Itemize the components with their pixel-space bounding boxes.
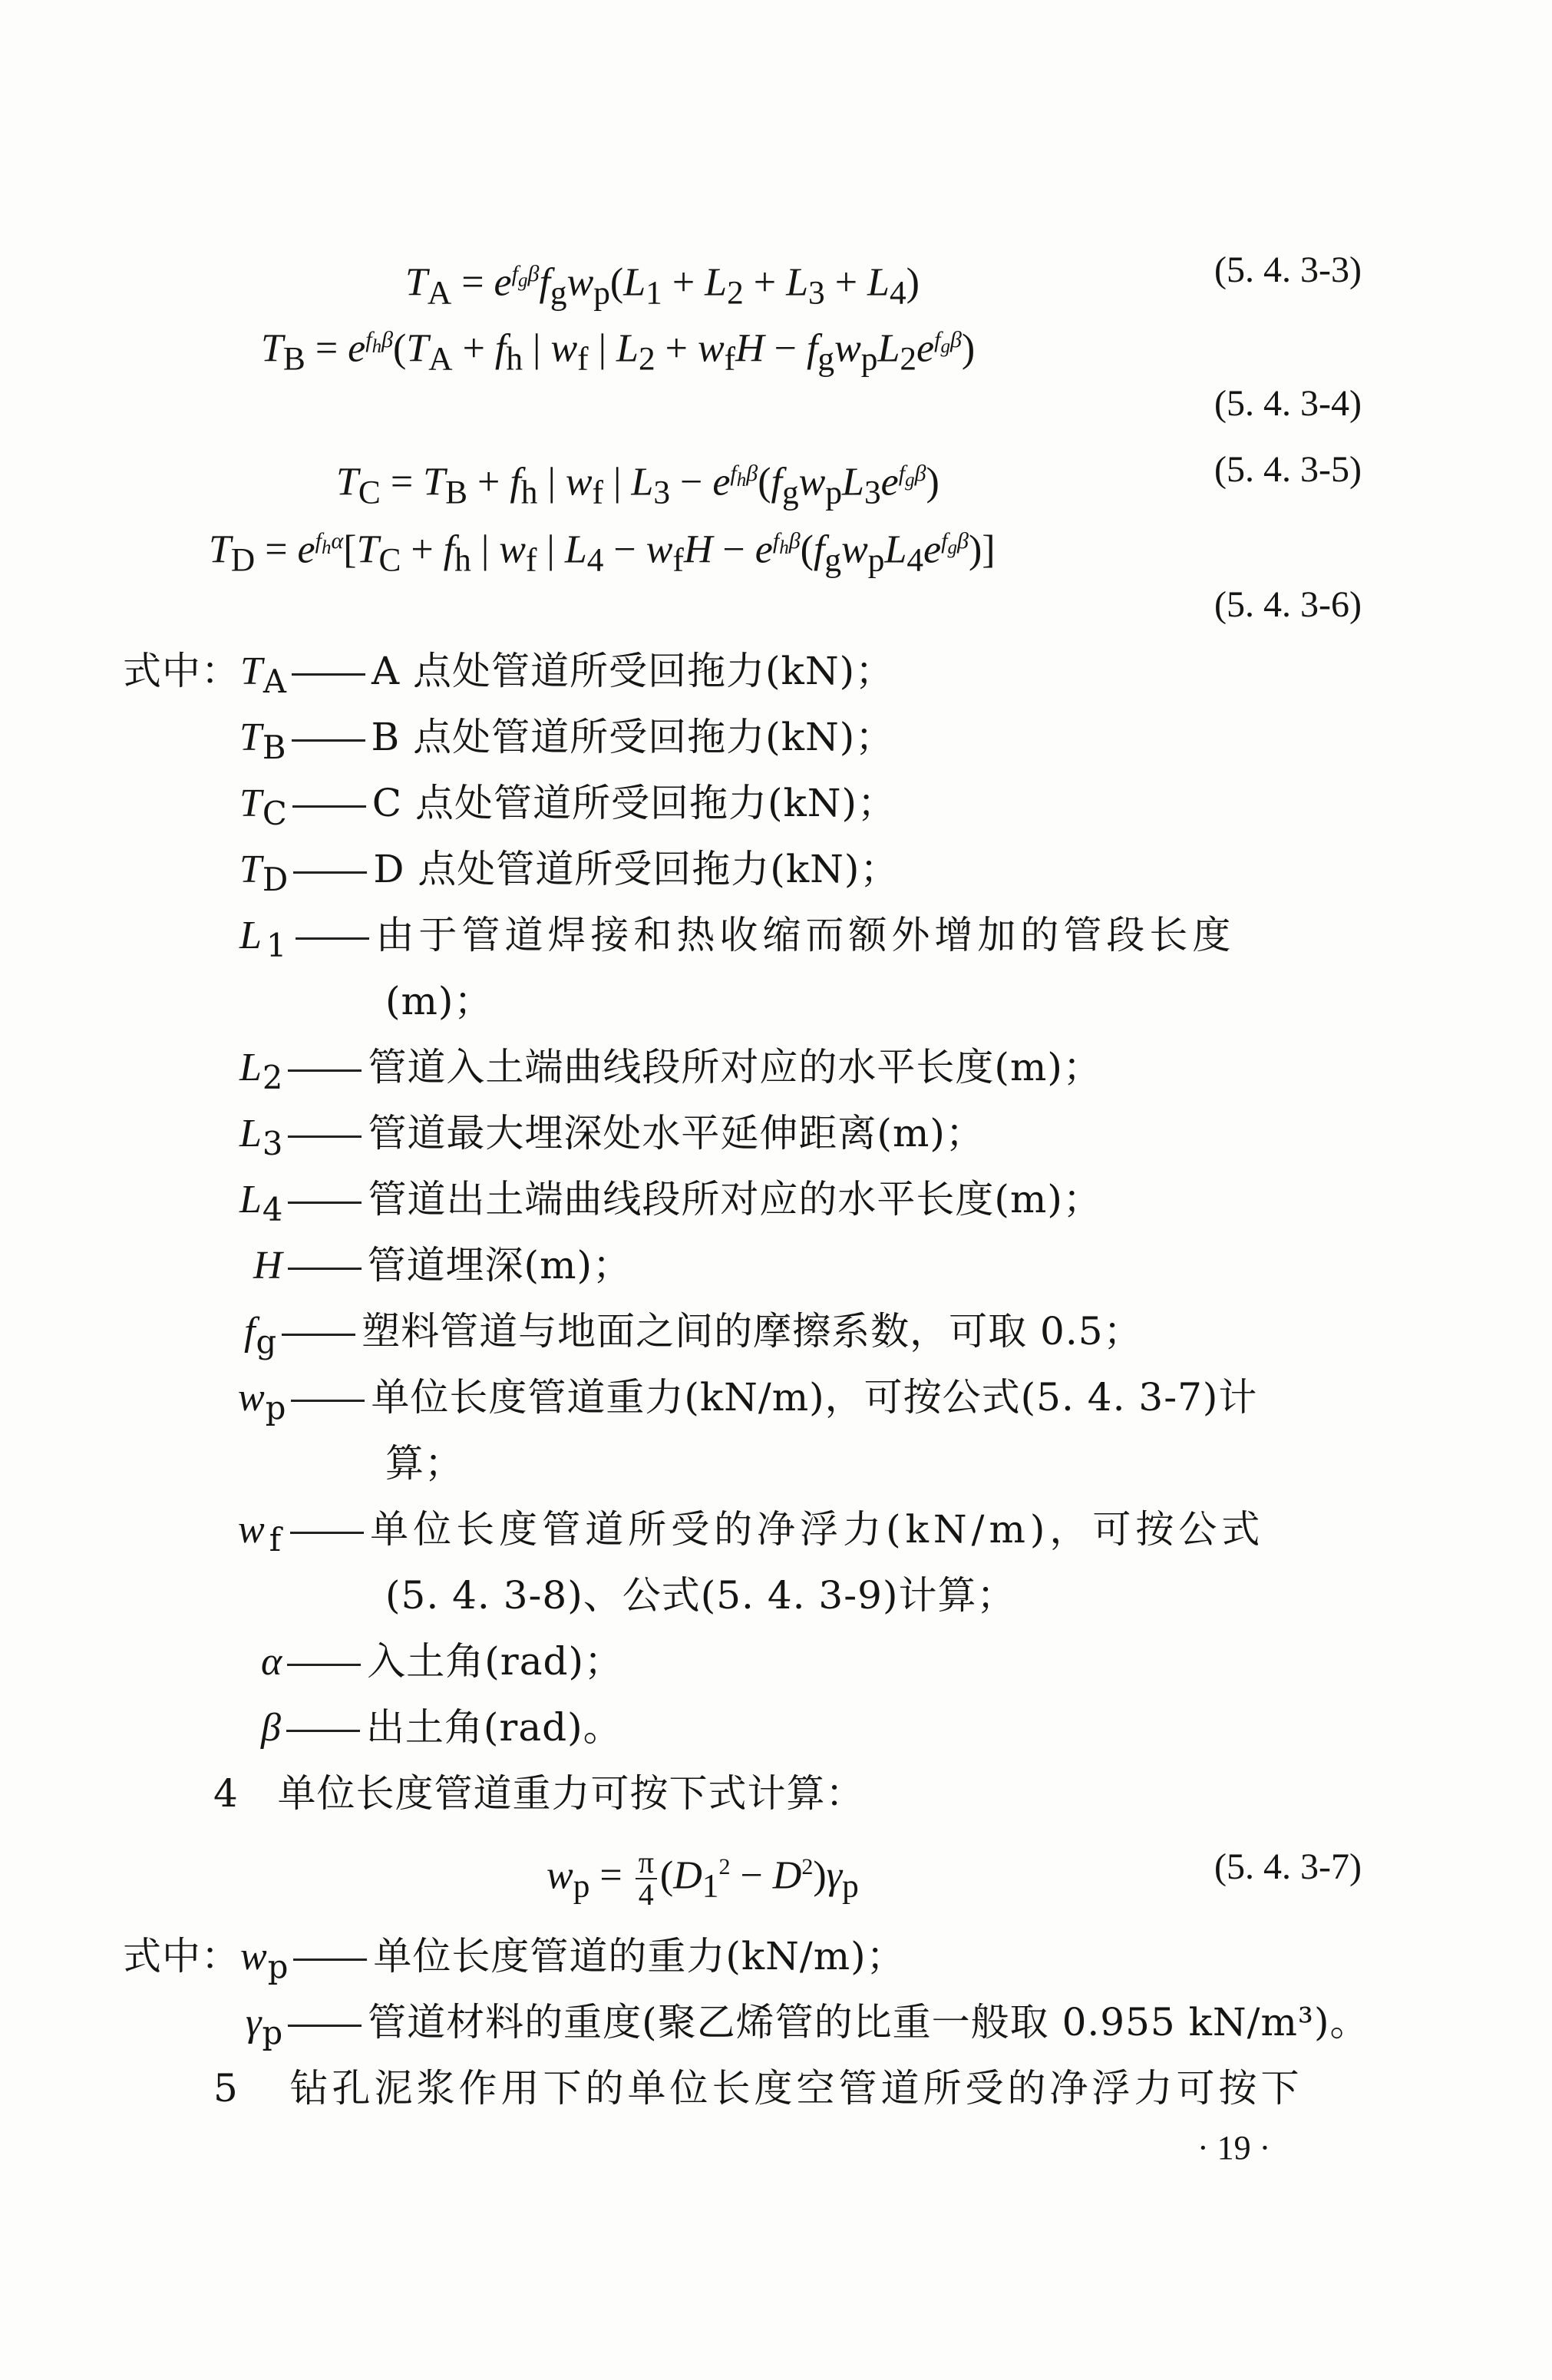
item-4: 4 单位长度管道重力可按下式计算： bbox=[213, 1771, 865, 1816]
equation-number: (5. 4. 3-4) bbox=[1214, 383, 1362, 424]
equation-5-4-3-6: $T_D = e^{f_h\alpha}[T_C + f_h$ | $w_f$ | $L_4 - w_fH - e^{f_h\beta}(f_gw_pL_4e^{f_g\beta})$] bbox=[209, 527, 996, 579]
equation-5-4-3-7: $w_p$ = $\frac{\pi}{4}$ $(D_1^2 - D^2)\gamma_p$ bbox=[547, 1845, 859, 1912]
equation-5-4-3-5: $T_C = T_B + f_h$ | $w_f$ | $L_3 - e^{f_h\beta}(f_gw_pL_3e^{f_g\beta})$ bbox=[336, 460, 939, 511]
definition-row: $\gamma_p$ 管道材料的重度(聚乙烯管的比重一般取 0.955 kN/m³)。 bbox=[246, 2000, 1369, 2051]
definition-row: $L_3$ 管道最大埋深处水平延伸距离(m)； bbox=[239, 1111, 985, 1162]
definition-row: $T_B$ B 点处管道所受回拖力(kN)； bbox=[239, 715, 895, 766]
definition-row: $L_2$ 管道入土端曲线段所对应的水平长度(m)； bbox=[239, 1045, 1102, 1096]
definition-row: $f_g$ 塑料管道与地面之间的摩擦系数，可取 0.5； bbox=[244, 1309, 1143, 1360]
equation-5-4-3-4: $T_B = e^{f_h\beta}(T_A + f_h$ | $w_f$ | $L_2 + w_fH - f_gw_pL_2e^{f_g\beta}$) bbox=[261, 326, 976, 378]
page-number: · 19 · bbox=[1197, 2129, 1271, 2167]
equation-number: (5. 4. 3-6) bbox=[1214, 584, 1362, 625]
equation-number: (5. 4. 3-7) bbox=[1214, 1846, 1362, 1887]
item-number: 5 bbox=[213, 2066, 242, 2111]
definition-row: 式中：$T_A$ A 点处管道所受回拖力(kN)； bbox=[123, 649, 895, 700]
definition-row: $w_p$ 单位长度管道重力(kN/m)，可按公式(5. 4. 3-7)计 bbox=[238, 1375, 1258, 1426]
item-number: 4 bbox=[213, 1771, 239, 1816]
equation-5-4-3-3: $T_A = e^{f_g\beta}f_gw_p(L_1 + L_2 + L_3 + L_4)$ bbox=[405, 260, 920, 312]
item-5: 5 钻孔泥浆作用下的单位长度空管道所受的净浮力可按下 bbox=[213, 2066, 1303, 2111]
definition-row: $T_C$ C 点处管道所受回拖力(kN)； bbox=[239, 781, 897, 832]
definition-row: $T_D$ D 点处管道所受回拖力(kN)； bbox=[239, 847, 900, 898]
where-label: 式中： bbox=[123, 649, 240, 693]
fraction: $\frac{\pi}{4}$ bbox=[636, 1847, 657, 1910]
definition-row: $L_1$ 由于管道焊接和热收缩而额外增加的管段长度 bbox=[239, 913, 1236, 964]
definition-row: β 出土角(rad)。 bbox=[261, 1705, 622, 1750]
equation-number: (5. 4. 3-3) bbox=[1214, 250, 1362, 290]
definition-row: α 入土角(rad)； bbox=[261, 1639, 624, 1684]
definition-continuation: (m)； bbox=[385, 979, 494, 1023]
definition-row: H 管道埋深(m)； bbox=[253, 1243, 632, 1288]
definition-row: $w_f$ 单位长度管道所受的净浮力(kN/m)，可按公式 bbox=[238, 1507, 1265, 1559]
definition-continuation: (5. 4. 3-8)、公式(5. 4. 3-9)计算； bbox=[385, 1573, 1016, 1618]
definition-continuation: 算； bbox=[385, 1441, 464, 1486]
definition-row: $L_4$ 管道出土端曲线段所对应的水平长度(m)； bbox=[239, 1177, 1102, 1228]
definition-row: 式中：$w_p$ 单位长度管道的重力(kN/m)； bbox=[123, 1934, 906, 1985]
equation-number: (5. 4. 3-5) bbox=[1214, 449, 1362, 490]
where-label: 式中： bbox=[123, 1934, 240, 1978]
